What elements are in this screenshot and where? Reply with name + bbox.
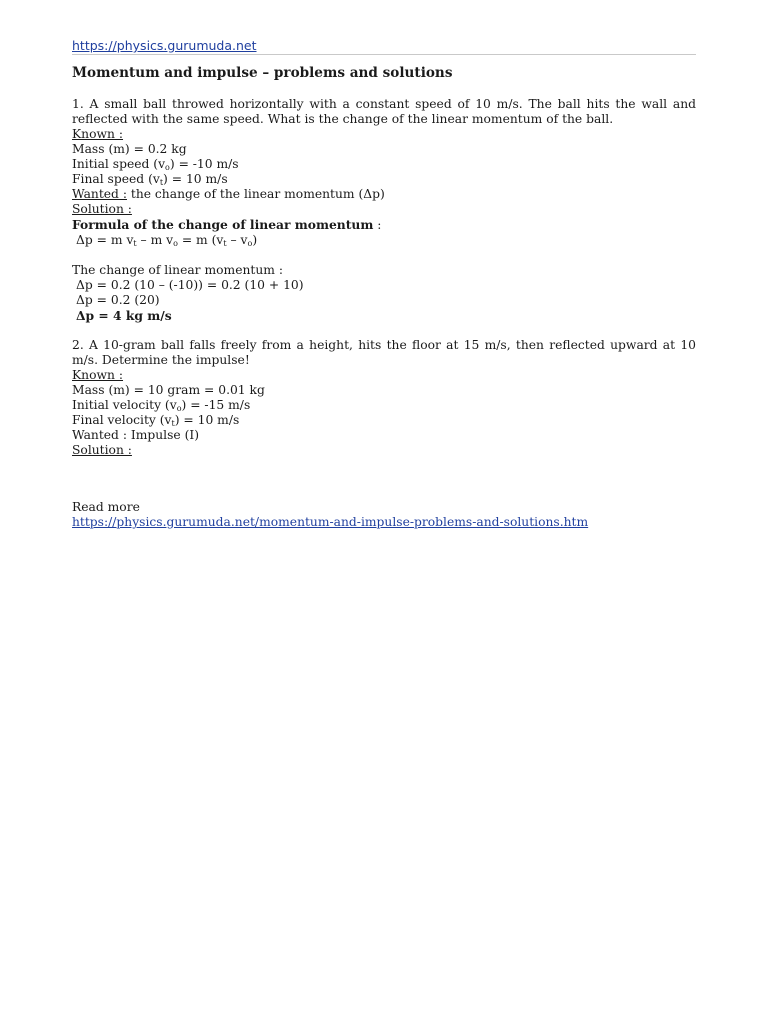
- subscript: t: [171, 419, 175, 428]
- text-fragment: Initial speed (v: [72, 157, 166, 171]
- problem-1-known-label: Known :: [72, 127, 124, 141]
- formula-colon: :: [373, 218, 382, 232]
- problem-2-mass: Mass (m) = 10 gram = 0.01 kg: [72, 383, 265, 397]
- problem-1-final-speed: [72, 172, 696, 187]
- subscript: t: [223, 239, 227, 248]
- formula-heading-line: [72, 217, 696, 233]
- problem-2-known-label: Known :: [72, 368, 124, 382]
- text-fragment: ) = -15 m/s: [181, 398, 251, 412]
- read-more-link[interactable]: https://physics.gurumuda.net/momentum-and-impulse-problems-and-solutions.htm: [72, 515, 589, 529]
- subscript: t: [133, 239, 137, 248]
- problem-2-statement: 2. A 10-gram ball falls freely from a height, hits the floor at 15 m/s, then reflected upward at 10 m/s. Determine the impulse!: [72, 338, 696, 367]
- problem-1-wanted: [72, 187, 696, 202]
- calc-step-1: Δp = 0.2 (10 – (-10)) = 0.2 (10 + 10): [76, 278, 304, 292]
- formula-heading: Formula of the change of linear momentum: [72, 217, 374, 232]
- text-fragment: ): [252, 233, 258, 247]
- text-fragment: ) = -10 m/s: [169, 157, 239, 171]
- subscript: o: [176, 404, 182, 413]
- problem-1-statement: 1. A small ball throwed horizontally with a constant speed of 10 m/s. The ball hits the wall and reflected with the same speed. What is the change of the linear momentum of the ball.: [72, 97, 696, 126]
- subscript: t: [159, 178, 164, 187]
- subscript: o: [173, 239, 178, 248]
- problem-1-answer: Δp = 4 kg m/s: [76, 308, 172, 323]
- problem-1-initial-speed: [72, 157, 696, 172]
- change-heading: The change of linear momentum :: [72, 263, 283, 277]
- text-fragment: ) = 10 m/s: [163, 172, 228, 186]
- wanted-text: the change of the linear momentum (Δp): [126, 187, 385, 201]
- document-title: Momentum and impulse – problems and solutions: [72, 65, 453, 81]
- problem-1-solution-label: Solution :: [72, 202, 132, 216]
- text-fragment: Final velocity (v: [72, 413, 172, 427]
- read-more-label: Read more: [72, 500, 140, 514]
- text-fragment: = m (v: [177, 233, 224, 247]
- subscript: o: [165, 163, 170, 172]
- header-divider: [72, 54, 696, 55]
- subscript: o: [247, 239, 253, 248]
- text-fragment: – v: [226, 233, 248, 247]
- spacer: [72, 458, 696, 500]
- problem-2-solution-label: Solution :: [72, 443, 132, 457]
- problem-2-initial-velocity: [72, 398, 696, 413]
- text-fragment: – m v: [136, 233, 174, 247]
- text-fragment: Final speed (v: [72, 172, 160, 186]
- problem-2-wanted: Wanted : Impulse (I): [72, 428, 200, 442]
- header-site-link[interactable]: https://physics.gurumuda.net: [72, 38, 257, 53]
- problem-2-final-velocity: [72, 413, 696, 428]
- spacer: [72, 323, 696, 338]
- text-fragment: Δp = m v: [76, 233, 134, 247]
- text-fragment: ) = 10 m/s: [174, 413, 240, 427]
- wanted-label: Wanted :: [72, 187, 127, 201]
- spacer: [72, 248, 696, 263]
- text-fragment: Initial velocity (v: [72, 398, 177, 412]
- problem-1-mass: Mass (m) = 0.2 kg: [72, 142, 187, 156]
- momentum-formula: [72, 233, 696, 248]
- calc-step-2: Δp = 0.2 (20): [76, 293, 160, 307]
